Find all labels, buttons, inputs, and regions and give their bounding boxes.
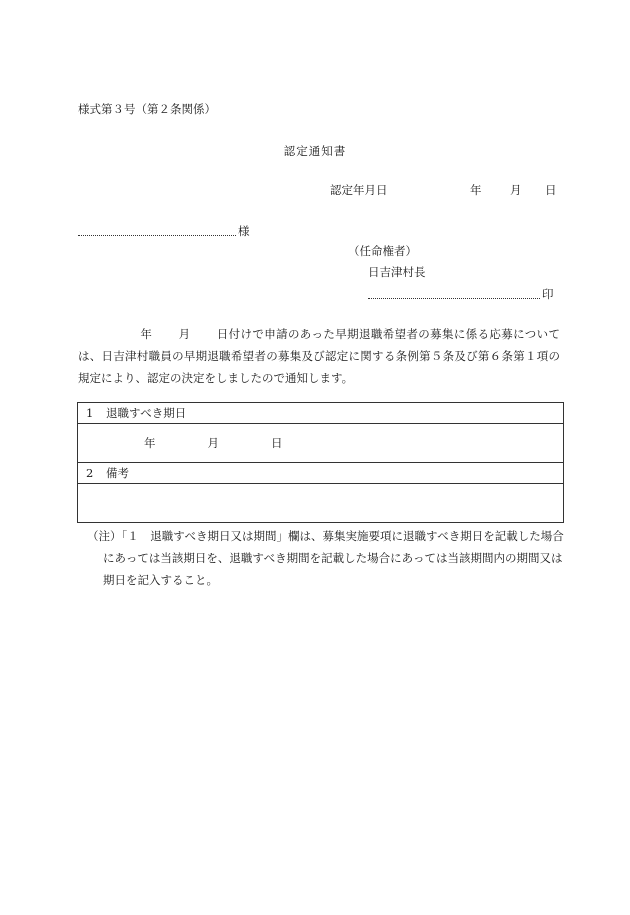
table-row — [78, 424, 564, 463]
table-row — [78, 484, 564, 523]
retirement-year: 年 — [144, 436, 156, 450]
addressee-blank-line — [78, 235, 236, 236]
mayor-title: 日吉津村長 — [368, 265, 426, 279]
retirement-day: 日 — [271, 436, 283, 450]
table-row — [78, 403, 564, 424]
row-number: 1 — [86, 406, 94, 420]
remarks-label: 備考 — [106, 466, 129, 480]
remarks-cell — [78, 484, 564, 523]
table-row — [78, 463, 564, 484]
body-year: 年 — [140, 327, 153, 341]
certification-date-month: 月 — [510, 183, 522, 197]
body-text: 日付けで申請のあった早期退職希望者の募集に係る応募については、日吉津村職員の早期退職希望者の募集及び認定に関する条例第５条及び第６条第１項の規定により、認定の決定をしましたので通知します。 — [78, 327, 560, 385]
signature-blank-line — [368, 298, 540, 299]
notification-body — [78, 323, 560, 389]
form-number: 様式第３号（第２条関係） — [78, 102, 216, 116]
certification-date-label: 認定年月日 — [330, 183, 388, 197]
row-number: 2 — [86, 466, 94, 480]
seal-mark: 印 — [542, 287, 554, 301]
retirement-date-label: 退職すべき期日 — [106, 406, 187, 420]
info-table — [77, 402, 564, 523]
retirement-date-header — [78, 403, 564, 424]
appointer-label: （任命権者） — [348, 244, 417, 258]
retirement-month: 月 — [207, 436, 219, 450]
certification-date-year: 年 — [470, 183, 482, 197]
addressee-honorific: 様 — [238, 224, 250, 238]
body-month: 月 — [178, 327, 191, 341]
remarks-header — [78, 463, 564, 484]
footnote — [87, 525, 567, 591]
certification-date-day: 日 — [545, 183, 557, 197]
retirement-date-cell — [78, 424, 564, 463]
footnote-text: （注）「１ 退職すべき期日又は期間」欄は、募集実施要項に退職すべき期日を記載した場合にあっては当該期日を、退職すべき期間を記載した場合にあっては当該期間内の期間又は期日を記入すること。 — [87, 529, 564, 587]
document-title: 認定通知書 — [283, 144, 347, 158]
